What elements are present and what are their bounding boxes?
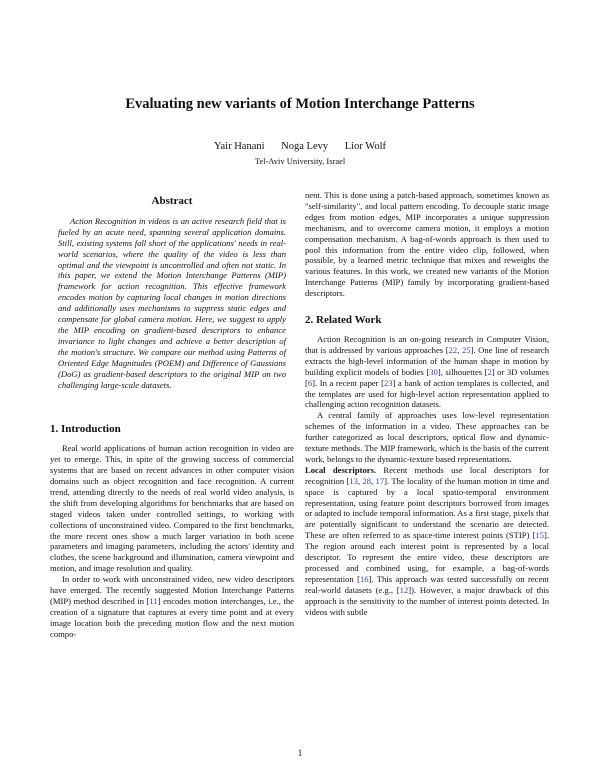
author: Yair Hanani bbox=[213, 141, 265, 152]
intro-paragraph-2: In order to work with unconstrained video, new video descriptors have emerged. The recently suggested Motion Interchange Patterns (MIP) method described in [11] encodes motion interchanges, i.e., the creation of a signature that captures at every time point and at every image location both the preceding motion flow and the next motion compo- bbox=[50, 574, 294, 639]
citation-link[interactable]: 30 bbox=[429, 366, 438, 377]
citation-link[interactable]: 11 bbox=[149, 596, 158, 606]
author: Noga Levy bbox=[281, 141, 329, 152]
related-paragraph-2: A central family of approaches uses low-level representation schemes of the information in a video. These approaches can be further categorized as local descriptors, optical flow and dynamic-texture methods. The MIP framework, which is the basis of the current work, belongs to the dynamic-texture based representations. bbox=[305, 410, 549, 464]
author-list bbox=[0, 141, 600, 152]
citation-link[interactable]: 13 bbox=[349, 475, 358, 486]
author: Lior Wolf bbox=[344, 141, 386, 152]
right-column bbox=[305, 190, 549, 618]
related-paragraph-1: Action Recognition is an on-going research in Computer Vision, that is addressed by various approaches [22, 25]. One line of research extracts the high-level information of the human shape in motion by building explicit models of bodies [30], silhouettes [2] or 3D volumes [6]. In a recent paper [23] a bank of action templates is collected, and the templates are used for high-level action representation applied to challenging action recognition datasets. bbox=[305, 333, 549, 410]
citation-link[interactable]: 15 bbox=[535, 530, 544, 541]
section-heading-related-work: 2. Related Work bbox=[305, 314, 382, 327]
citation-link[interactable]: 6 bbox=[307, 377, 313, 388]
section-heading-introduction: 1. Introduction bbox=[50, 423, 121, 436]
page-number: 1 bbox=[297, 748, 303, 758]
affiliation: Tel-Aviv University, Israel bbox=[254, 156, 346, 166]
related-paragraph-3: Local descriptors. Recent methods use local descriptors for recognition [13, 28, 17]. The locality of the human motion in time and space is captured by a local spatio-temporal environment representation, using feature point descriptors borrowed from images or adapted to include temporal information. As a first stage, pixels that are potentially significant to understand the scenario are detected. These are often referred to as space-time interest points (STIP) [15]. The region around each interest point is represented by a local descriptor. To represent the entire video, these descriptors are processed and combined using, for example, a bag-of-words representation [16]. This approach was tested successfully on recent real-world datasets (e.g., [12]). However, a major drawback of this approach is the sensitivity to the number of interest points detected. In videos with subtle bbox=[305, 464, 550, 617]
citation-link[interactable]: 16 bbox=[359, 573, 369, 584]
citation-link[interactable]: 28 bbox=[362, 475, 372, 486]
local-descriptors-label: Local descriptors. bbox=[305, 464, 377, 475]
intro-continued-paragraph: nent. This is done using a patch-based approach, sometimes known as "self-similarity", and local pattern encoding. To decouple static image edges from motion edges, MIP incorporates a unique suppression mechanism, and to overcome camera motion, it employs a motion compensation mechanism. A bag-of-words approach is then used to pool this information from the entire video clip, followed, when possible, by a learned metric technique that mixes and reweighs the various features. In this work, we created new variants of the Motion Interchange Patterns (MIP) family by incorporating gradient-based descriptors. bbox=[305, 190, 549, 299]
citation-link[interactable]: 25 bbox=[461, 344, 471, 355]
citation-link[interactable]: 23 bbox=[383, 377, 393, 388]
citation-link[interactable]: 17 bbox=[375, 475, 385, 486]
left-column bbox=[50, 190, 294, 640]
abstract-heading: Abstract bbox=[151, 195, 193, 207]
abstract-text: Action Recognition in videos is an active research field that is fueled by an acute need, spanning several application domains. Still, existing systems fall short of the applications' needs in real-world scenarios, where the quality of the video is less than optimal and the viewpoint is uncontrolled and often not static. In this paper, we extend the Motion Interchange Patterns (MIP) framework for action recognition. This effective framework encodes motion by capturing local changes in motion directions and additionally uses mechanisms to suppress static edges and compensate for global camera motion. Here, we suggest to apply the MIP encoding on gradient-based descriptors to enhance invariance to light changes and achieve a better description of the motion's structure. We compare our method using Patterns of Oriented Edge Magnitudes (POEM) and Difference of Gaussians (DoG) as gradient-based descriptors to the original MIP on two challenging large-scale datasets. bbox=[58, 215, 286, 390]
citation-link[interactable]: 22 bbox=[448, 344, 458, 355]
citation-link[interactable]: 12 bbox=[399, 584, 409, 595]
abstract-body bbox=[50, 216, 294, 391]
citation-link[interactable]: 2 bbox=[487, 366, 492, 377]
intro-paragraph-1: Real world applications of human action recognition in video are yet to emerge. This, in spite of the growing success of commercial systems that are based on recent advances in other computer vision domains such as object recognition and face recognition. A current trend, attending directly to the needs of real world video analysis, is the shift from developing algorithms for benchmarks that are based on staged videos taken under controlled settings, to working with collections of unconstrained video. Compared to the first benchmarks, the more recent ones show a much larger variation in both scene parameters and imaging parameters, including the actors' identity and clothes, the scene background and illumination, camera viewpoint and motion, and image resolution and quality. bbox=[50, 443, 294, 574]
paper-title: Evaluating new variants of Motion Interchange Patterns bbox=[125, 96, 475, 112]
